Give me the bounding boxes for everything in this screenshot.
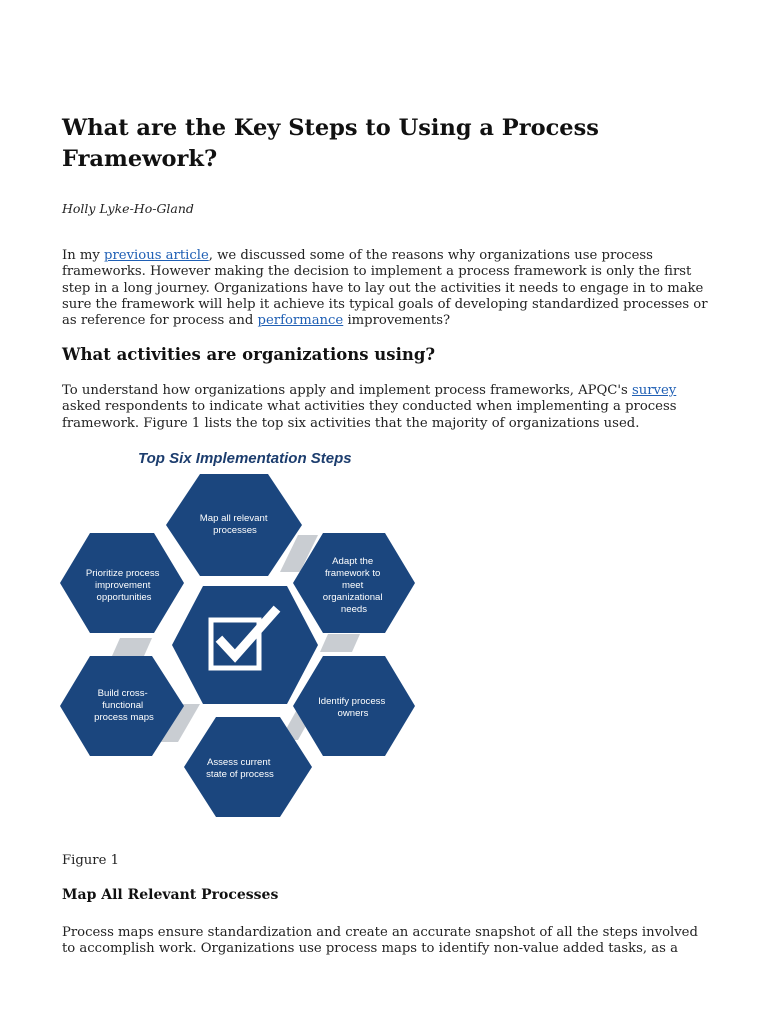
section-heading-activities: What activities are organizations using?	[62, 345, 436, 364]
connector-2	[320, 634, 360, 652]
step-label-3: Identify process owners	[318, 696, 386, 719]
figure-caption: Figure 1	[62, 853, 119, 868]
step-label-6: Prioritize process improvement opportunities	[85, 568, 160, 603]
step-label-2: Adapt the framework to meet organizational needs	[322, 556, 383, 615]
map-processes-paragraph: Process maps ensure standardization and create an accurate snapshot of all the steps involved to accomplish work. Organizations use process maps to identify non-value added tasks, as a	[62, 925, 698, 957]
performance-link[interactable]: performance	[257, 313, 344, 329]
page-title: What are the Key Steps to Using a Process Framework?	[62, 115, 599, 172]
figure-title: Top Six Implementation Steps	[138, 450, 352, 467]
implementation-steps-figure	[60, 442, 420, 822]
section-heading-map-processes: Map All Relevant Processes	[62, 887, 279, 903]
step-label-5: Build cross- functional process maps	[94, 688, 154, 723]
connector-5	[112, 638, 152, 656]
survey-link[interactable]: survey	[631, 383, 677, 398]
author-byline: Holly Lyke-Ho-Gland	[62, 201, 194, 216]
intro-paragraph: In my previous article, we discussed some of the reasons why organizations use process frameworks. However making the decision to implement a process framework is only the first step in a long journey. Organizations have to lay out the activities it needs to engage in to make sure the framework will help it achieve its typical goals of developing standardized processes or as reference for process and performance improvements?	[62, 248, 708, 329]
step-label-1: Map all relevant processes	[199, 513, 268, 536]
previous-article-link[interactable]: previous article	[104, 248, 209, 263]
activities-paragraph: To understand how organizations apply and implement process frameworks, APQC's survey asked respondents to indicate what activities they conducted when implementing a process framework. Figure 1 lists the top six activities that the majority of organizations used.	[62, 383, 677, 431]
step-label-4: Assess current state of process	[206, 757, 274, 780]
